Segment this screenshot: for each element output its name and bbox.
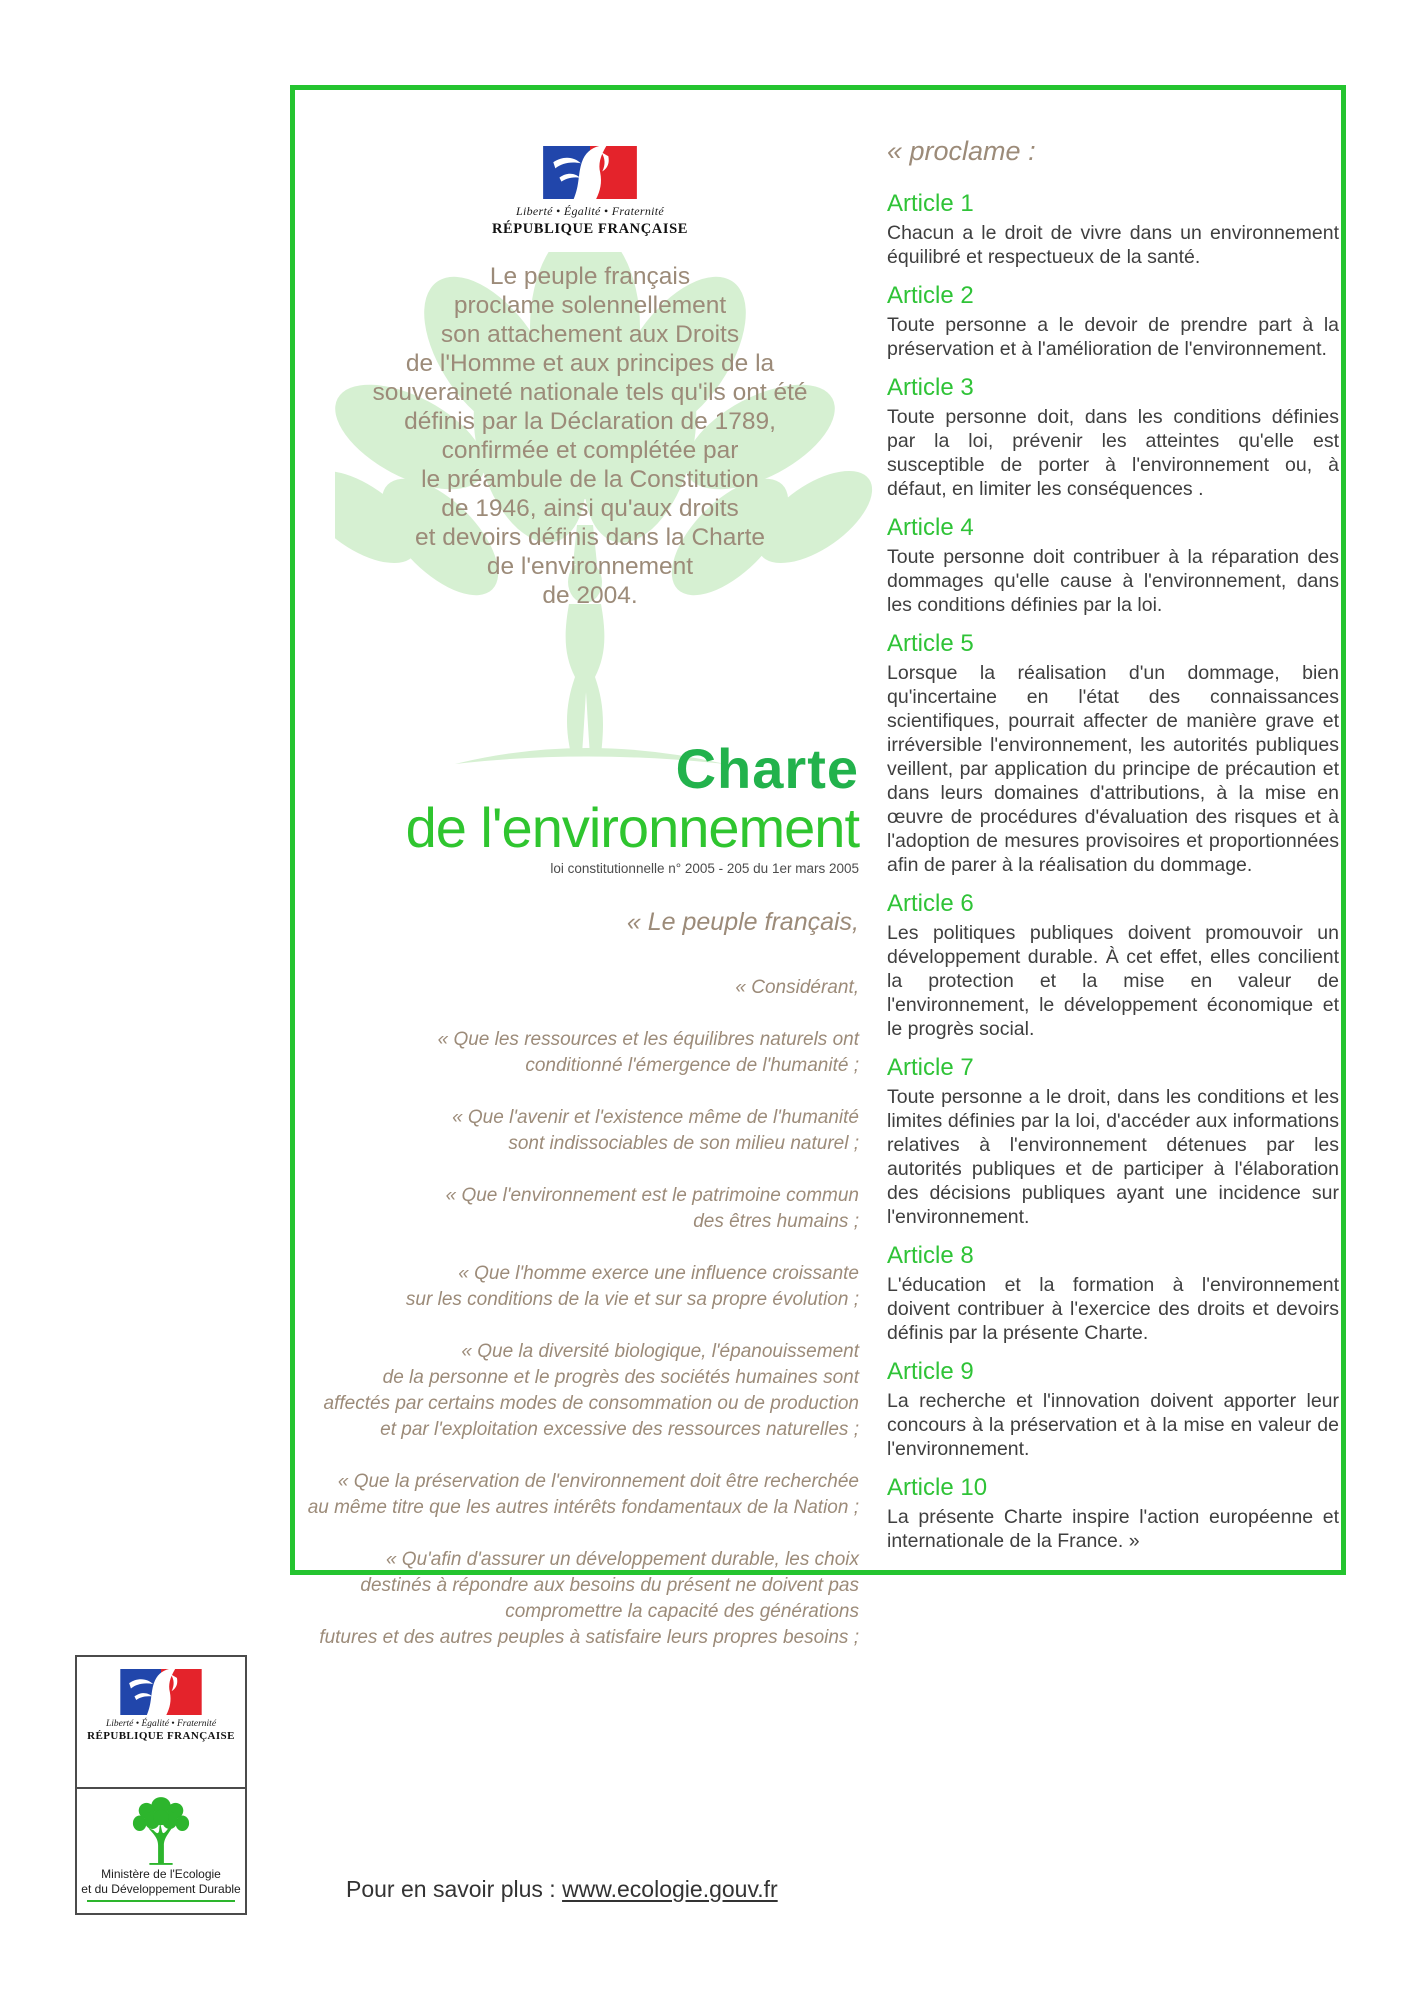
quote-line: « Que l'avenir et l'existence même de l'humanité	[452, 1107, 859, 1128]
title-charte: Charte	[675, 737, 859, 800]
preamble-line: de l'environnement	[486, 553, 694, 580]
ministry-motto: Liberté • Égalité • Fraternité	[105, 1719, 217, 1729]
article	[887, 891, 1339, 1041]
quote-paragraphs	[307, 975, 859, 1651]
articles-list	[887, 191, 1339, 1553]
quote-line: sont indissociables de son milieu naturel ;	[508, 1133, 859, 1154]
quote-paragraph	[307, 1105, 859, 1157]
preamble-line: souveraineté nationale tels qu'ils ont été	[372, 379, 808, 406]
ministry-box-top	[77, 1657, 245, 1789]
article-heading: Article 4	[887, 514, 974, 541]
quote-paragraph	[307, 1183, 859, 1235]
article-heading: Article 6	[887, 890, 974, 917]
ministry-country: RÉPUBLIQUE FRANÇAISE	[87, 1730, 235, 1742]
article-body: Les politiques publiques doivent promouvoir un développement durable. À cet effet, elles concilient la protection et la mise en valeur de l'environnement, le développement économique et le progrès social.	[887, 922, 1339, 1040]
quote-line: compromettre la capacité des générations	[505, 1601, 859, 1622]
article-body: Chacun a le droit de vivre dans un environnement équilibré et respectueux de la santé.	[887, 222, 1339, 268]
marianne-flag-icon	[543, 146, 637, 199]
ministry-name-line: et du Développement Durable	[81, 1882, 241, 1896]
preamble-line: de 1946, ainsi qu'aux droits	[441, 495, 739, 522]
article	[887, 283, 1339, 361]
article	[887, 1359, 1339, 1461]
title-block	[307, 737, 859, 876]
preamble-line: de 2004.	[542, 582, 638, 609]
quote-line: « Considérant,	[735, 977, 859, 998]
quote-paragraph	[307, 1261, 859, 1313]
quote-line: « Qu'afin d'assurer un développement durable, les choix	[385, 1549, 859, 1570]
articles-column	[887, 136, 1339, 1553]
preamble-text	[307, 262, 873, 610]
preamble-line: confirmée et complétée par	[441, 437, 739, 464]
quote-paragraph	[307, 1339, 859, 1443]
article	[887, 1243, 1339, 1345]
quote-line: et par l'exploitation excessive des ressources naturelles ;	[380, 1419, 859, 1440]
footer-url-link[interactable]: www.ecologie.gouv.fr	[562, 1876, 778, 1902]
article-body: L'éducation et la formation à l'environnement doivent contribuer à l'exercice des droits et devoirs définis par la présente Charte.	[887, 1274, 1339, 1344]
rf-motto: Liberté • Égalité • Fraternité	[515, 204, 665, 218]
charter-border-box	[290, 85, 1346, 1648]
article-body: Toute personne a le droit, dans les conditions et les limites définies par la loi, d'accéder aux informations relatives à l'environnement détenues par les autorités publiques et de participer à l'élaboration des décisions publiques ayant une incidence sur l'environnement.	[887, 1086, 1339, 1228]
article-heading: Article 10	[887, 1474, 988, 1501]
quote-line: sur les conditions de la vie et sur sa propre évolution ;	[405, 1289, 859, 1310]
preamble-line: son attachement aux Droits	[440, 321, 740, 348]
article	[887, 375, 1339, 501]
rf-country: RÉPUBLIQUE FRANÇAISE	[491, 221, 689, 237]
quote-paragraph	[307, 975, 859, 1001]
footer-more-info	[346, 1876, 778, 1903]
article-body: Toute personne a le devoir de prendre part à la préservation et à l'amélioration de l'environnement.	[887, 314, 1339, 360]
quote-line: « Que l'environnement est le patrimoine commun	[445, 1185, 859, 1206]
title-law-reference: loi constitutionnelle n° 2005 - 205 du 1er mars 2005	[550, 861, 859, 876]
article-body: Toute personne doit, dans les conditions définies par la loi, prévenir les atteintes qu'elle est susceptible de porter à l'environnement ou, à défaut, en limiter les conséquences .	[887, 406, 1339, 500]
article	[887, 1475, 1339, 1553]
marianne-flag-icon	[120, 1669, 202, 1715]
article	[887, 1055, 1339, 1229]
article-heading: Article 5	[887, 630, 974, 657]
quote-paragraph	[307, 1547, 859, 1651]
ministry-name	[81, 1867, 240, 1897]
ministry-underline	[87, 1900, 235, 1902]
preamble-line: et devoirs définis dans la Charte	[415, 524, 765, 551]
ministry-logo-box	[75, 1655, 247, 1915]
preamble-line: proclame solennellement	[453, 292, 727, 319]
quotes-block	[307, 908, 859, 1677]
article-heading: Article 3	[887, 374, 974, 401]
article-heading: Article 8	[887, 1242, 974, 1269]
quote-line: de la personne et le progrès des sociétés humaines sont	[382, 1367, 859, 1388]
quote-paragraph	[307, 1469, 859, 1521]
article	[887, 631, 1339, 877]
quote-line: conditionné l'émergence de l'humanité ;	[525, 1055, 859, 1076]
quote-paragraph	[307, 1027, 859, 1079]
preamble-line: de l'Homme et aux principes de la	[405, 350, 775, 377]
article-body: La recherche et l'innovation doivent apporter leur concours à la préservation et à la mise en valeur de l'environnement.	[887, 1390, 1339, 1460]
footer-label: Pour en savoir plus :	[346, 1876, 563, 1902]
title-environnement: de l'environnement	[405, 796, 859, 859]
article-heading: Article 9	[887, 1358, 974, 1385]
preamble-line: le préambule de la Constitution	[421, 466, 759, 493]
quote-line: « Que l'homme exerce une influence croissante	[458, 1263, 859, 1284]
quote-line: « Que la diversité biologique, l'épanouissement	[461, 1341, 859, 1362]
proclame-text: « proclame :	[887, 136, 1036, 166]
article-body: Toute personne doit contribuer à la réparation des dommages qu'elle cause à l'environnement, dans les conditions définies par la loi.	[887, 546, 1339, 616]
republique-francaise-logo	[307, 146, 873, 238]
article-body: Lorsque la réalisation d'un dommage, bien qu'incertaine en l'état des connaissances scientifiques, pourrait affecter de manière grave et irréversible l'environnement, les autorités publiques veillent, par application du principe de précaution et dans leurs domaines d'attributions, à la mise en œuvre de procédures d'évaluation des risques et à l'adoption de mesures provisoires et proportionnées afin de parer à la réalisation du dommage.	[887, 662, 1339, 876]
article	[887, 191, 1339, 269]
article-heading: Article 1	[887, 190, 974, 217]
quote-line: « Que la préservation de l'environnement doit être recherchée	[337, 1471, 859, 1492]
quote-line: destinés à répondre aux besoins du présent ne doivent pas	[360, 1575, 859, 1596]
ministry-name-line: Ministère de l'Ecologie	[101, 1867, 221, 1881]
ministry-box-bottom	[77, 1789, 245, 1913]
ministry-tree-icon	[130, 1795, 192, 1865]
article	[887, 515, 1339, 617]
article-heading: Article 2	[887, 282, 974, 309]
quote-line: au même titre que les autres intérêts fondamentaux de la Nation ;	[307, 1497, 859, 1518]
article-heading: Article 7	[887, 1054, 974, 1081]
left-column	[307, 90, 873, 1648]
quote-line: futures et des autres peuples à satisfaire leurs propres besoins ;	[319, 1627, 859, 1648]
preamble-line: définis par la Déclaration de 1789,	[404, 408, 776, 435]
preamble-line: Le peuple français	[489, 263, 691, 290]
quote-intro: « Le peuple français,	[626, 908, 859, 936]
quote-line: des êtres humains ;	[693, 1211, 859, 1232]
article-body: La présente Charte inspire l'action européenne et internationale de la France. »	[887, 1506, 1339, 1552]
quote-line: affectés par certains modes de consommation ou de production	[323, 1393, 859, 1414]
quote-line: « Que les ressources et les équilibres naturels ont	[437, 1029, 859, 1050]
